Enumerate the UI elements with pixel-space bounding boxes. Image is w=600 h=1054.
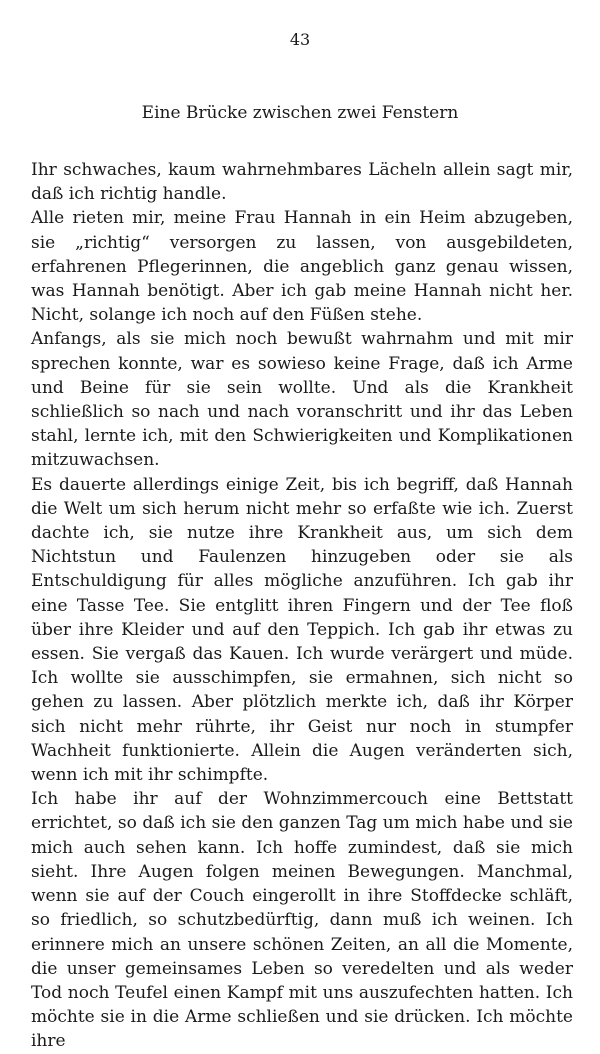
paragraph-1: Ihr schwaches, kaum wahrnehmbares Lächeln allein sagt mir, daß ich richtig handle. xyxy=(31,160,573,205)
paragraph-5: Ich habe ihr auf der Wohnzimmercouch eine Bettstatt errichtet, so daß ich sie den ganzen Tag um mich habe und sie mich auch sehen kann. Ich hoffe zumindest, daß sie mich sieht. Ihre Augen folgen meinen Bewegungen. Manchmal, wenn sie auf der Couch eingerollt in ihre Stoffdecke schläft, so friedlich, so schutzbedürftig, dann muß ich weinen. Ich erinnere mich an unsere schönen Zeiten, an all die Momente, die unser gemeinsames Leben so veredelten und als weder Tod noch Teufel einen Kampf mit uns auszufechten hatten. Ich möchte sie in die Arme schließen und sie drücken. Ich möchte ihre xyxy=(31,789,573,1052)
page-number: 43 xyxy=(289,30,311,49)
paragraph-4: Es dauerte allerdings einige Zeit, bis ich begriff, daß Hannah die Welt um sich herum nicht mehr so erfaßte wie ich. Zuerst dachte ich, sie nutze ihre Krankheit aus, um sich dem Nichtstun und Faulenzen hinzugeben oder sie als Entschuldigung für alles mögliche anzuführen. Ich gab ihr eine Tasse Tee. Sie entglitt ihren Fingern und der Tee floß über ihre Kleider und auf den Teppich. Ich gab ihr etwas zu essen. Sie vergaß das Kauen. Ich wurde verärgert und müde. Ich wollte sie ausschimpfen, sie ermahnen, sich nicht so gehen zu lassen. Aber plötzlich merkte ich, daß ihr Körper sich nicht mehr rührte, ihr Geist nur noch in stumpfer Wachheit funktionierte. Allein die Augen veränderten sich, wenn ich mit ihr schimpfte. xyxy=(31,474,573,786)
body-text xyxy=(31,158,573,1054)
chapter-title: Eine Brücke zwischen zwei Fenstern xyxy=(141,103,459,123)
paragraph-3: Anfangs, als sie mich noch bewußt wahrnahm und mit mir sprechen konnte, war es sowieso keine Frage, daß ich Arme und Beine für sie sein wollte. Und als die Krankheit schließlich so nach und nach voranschritt und ihr das Leben stahl, lernte ich, mit den Schwierigkeiten und Komplikationen mitzuwachsen. xyxy=(31,329,573,471)
paragraph-2: Alle rieten mir, meine Frau Hannah in ein Heim abzugeben, sie „richtig“ versorgen zu lassen, von ausgebildeten, erfahrenen Pflegerinnen, die angeblich ganz genau wissen, was Hannah benötigt. Aber ich gab meine Hannah nicht her. Nicht, solange ich noch auf den Füßen stehe. xyxy=(31,208,573,326)
